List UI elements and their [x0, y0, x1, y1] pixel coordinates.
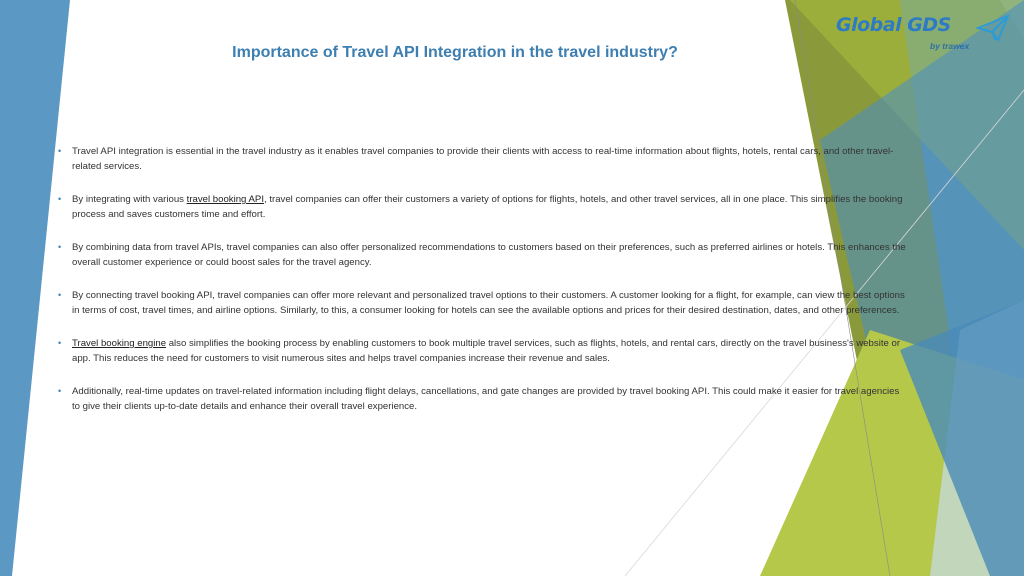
bullet-item [56, 144, 906, 174]
bullet-marker: • [58, 194, 62, 204]
bullet-list [56, 144, 906, 432]
bullet-text-pre: By integrating with various [72, 194, 187, 205]
bullet-text: By combining data from travel APIs, travel companies can also offer personalized recommendations to customers based on their preferences, such as preferred airlines or hotels. This enhances the overall customer experience or could boost sales for the travel agency. [72, 242, 906, 268]
bullet-item [56, 288, 906, 318]
bullet-text-post: , travel companies can offer their customers a variety of options for flights, hotels, and other travel services, all in one place. This simplifies the booking process and saves customers time and effort. [72, 194, 903, 220]
logo-brand-text: Global GDS [836, 14, 951, 36]
bullet-item [56, 240, 906, 270]
bullet-text-post: also simplifies the booking process by enabling customers to book multiple travel services, such as flights, hotels, and rental cars, directly on the travel business's website or app. This reduces the need for customers to visit numerous sites and helps travel companies increase their revenue and sales. [72, 338, 901, 364]
page-title: Importance of Travel API Integration in the travel industry? [232, 44, 678, 61]
bullet-item [56, 336, 906, 366]
bullet-marker: • [58, 242, 62, 252]
bullet-marker: • [58, 290, 62, 300]
paper-plane-icon [976, 14, 1010, 42]
travel-booking-api-link[interactable]: travel booking API [186, 194, 264, 205]
global-gds-logo[interactable] [836, 14, 1012, 54]
logo-tagline: by trawex [930, 41, 970, 51]
bullet-text: Travel API integration is essential in the travel industry as it enables travel companies to provide their clients with access to real-time information about flights, hotels, rental cars, and other travel-related services. [72, 146, 894, 172]
bullet-marker: • [58, 386, 62, 396]
bullet-text: Additionally, real-time updates on travel-related information including flight delays, cancellations, and gate changes are provided by travel booking API. This could make it easier for travel agencies to give their clients up-to-date details and enhance their overall travel experience. [72, 386, 900, 412]
bullet-item [56, 384, 906, 414]
bullet-marker: • [58, 338, 62, 348]
travel-booking-engine-link[interactable]: Travel booking engine [72, 338, 167, 349]
bullet-text: By connecting travel booking API, travel companies can offer more relevant and personalized travel options to their customers. A customer looking for a flight, for example, can view the best options in terms of cost, travel times, and airline options. Similarly, to this, a consumer looking for hotels can see the available options and prices for their desired destination, dates, and other preferences. [72, 290, 905, 316]
bullet-item [56, 192, 906, 222]
bullet-marker: • [58, 146, 62, 156]
